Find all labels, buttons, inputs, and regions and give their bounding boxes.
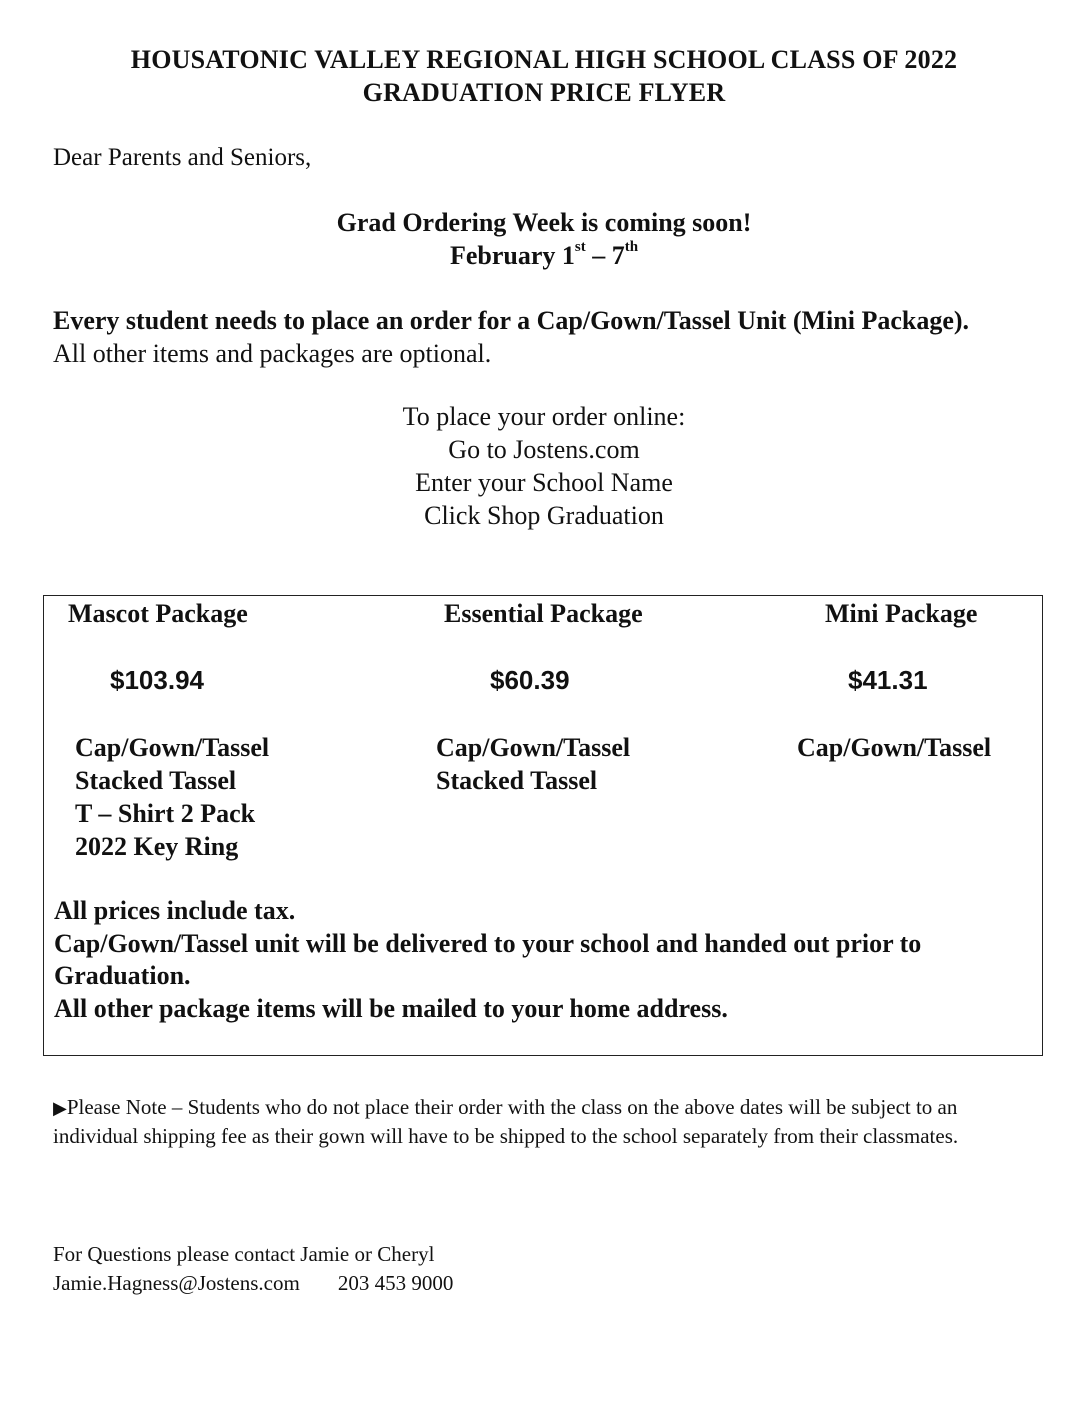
flyer-title-line1: HOUSATONIC VALLEY REGIONAL HIGH SCHOOL CLASS OF 2022 bbox=[130, 45, 958, 74]
essential-package-price: $60.39 bbox=[490, 665, 570, 695]
tax-note: All prices include tax. bbox=[54, 896, 296, 925]
please-note-text: Please Note – Students who do not place their order with the class on the above dates will be subject to an individual shipping fee as their gown will have to be shipped to the school separately from their classmates. bbox=[53, 1095, 959, 1148]
ordering-week-headline: Grad Ordering Week is coming soon! bbox=[336, 208, 752, 237]
package-item: Stacked Tassel bbox=[75, 766, 237, 795]
step-line: Go to Jostens.com bbox=[448, 435, 640, 464]
package-item: T – Shirt 2 Pack bbox=[75, 799, 256, 828]
package-item: Cap/Gown/Tassel bbox=[75, 733, 270, 762]
requirement-bold: Every student needs to place an order for a Cap/Gown/Tassel Unit (Mini Package). bbox=[53, 306, 970, 335]
package-item: Cap/Gown/Tassel bbox=[797, 733, 992, 762]
contact-info bbox=[53, 1240, 453, 1298]
triangle-right-icon: ▶ bbox=[53, 1098, 67, 1118]
requirement-paragraph bbox=[53, 304, 993, 370]
mini-package-name: Mini Package bbox=[825, 599, 978, 628]
step-line: Click Shop Graduation bbox=[424, 501, 664, 530]
contact-phone: 203 453 9000 bbox=[337, 1271, 454, 1295]
requirement-regular: All other items and packages are optional. bbox=[53, 339, 492, 368]
online-order-steps bbox=[0, 400, 1080, 532]
salutation: Dear Parents and Seniors, bbox=[53, 144, 312, 171]
essential-package-items bbox=[436, 731, 630, 797]
package-notes bbox=[54, 895, 1024, 1025]
mascot-package-name: Mascot Package bbox=[68, 599, 248, 628]
package-item: Stacked Tassel bbox=[436, 766, 598, 795]
step-line: Enter your School Name bbox=[415, 468, 673, 497]
delivery-note: Cap/Gown/Tassel unit will be delivered to your school and handed out prior to Graduation. bbox=[54, 928, 922, 990]
step-line: To place your order online: bbox=[402, 402, 686, 431]
contact-line: For Questions please contact Jamie or Cheryl bbox=[53, 1242, 435, 1266]
flyer-title-line2: GRADUATION PRICE FLYER bbox=[362, 78, 726, 107]
ordering-week-dates: February 1st – 7th bbox=[449, 239, 639, 270]
package-item: 2022 Key Ring bbox=[75, 832, 239, 861]
mini-package-items bbox=[797, 731, 991, 764]
contact-email: Jamie.Hagness@Jostens.com bbox=[53, 1271, 300, 1295]
mini-package-price: $41.31 bbox=[848, 665, 928, 695]
essential-package-name: Essential Package bbox=[444, 599, 643, 628]
mascot-package-items bbox=[75, 731, 269, 863]
package-item: Cap/Gown/Tassel bbox=[436, 733, 631, 762]
please-note bbox=[53, 1093, 1043, 1150]
mailing-note: All other package items will be mailed to your home address. bbox=[54, 993, 728, 1023]
mascot-package-price: $103.94 bbox=[110, 665, 204, 695]
